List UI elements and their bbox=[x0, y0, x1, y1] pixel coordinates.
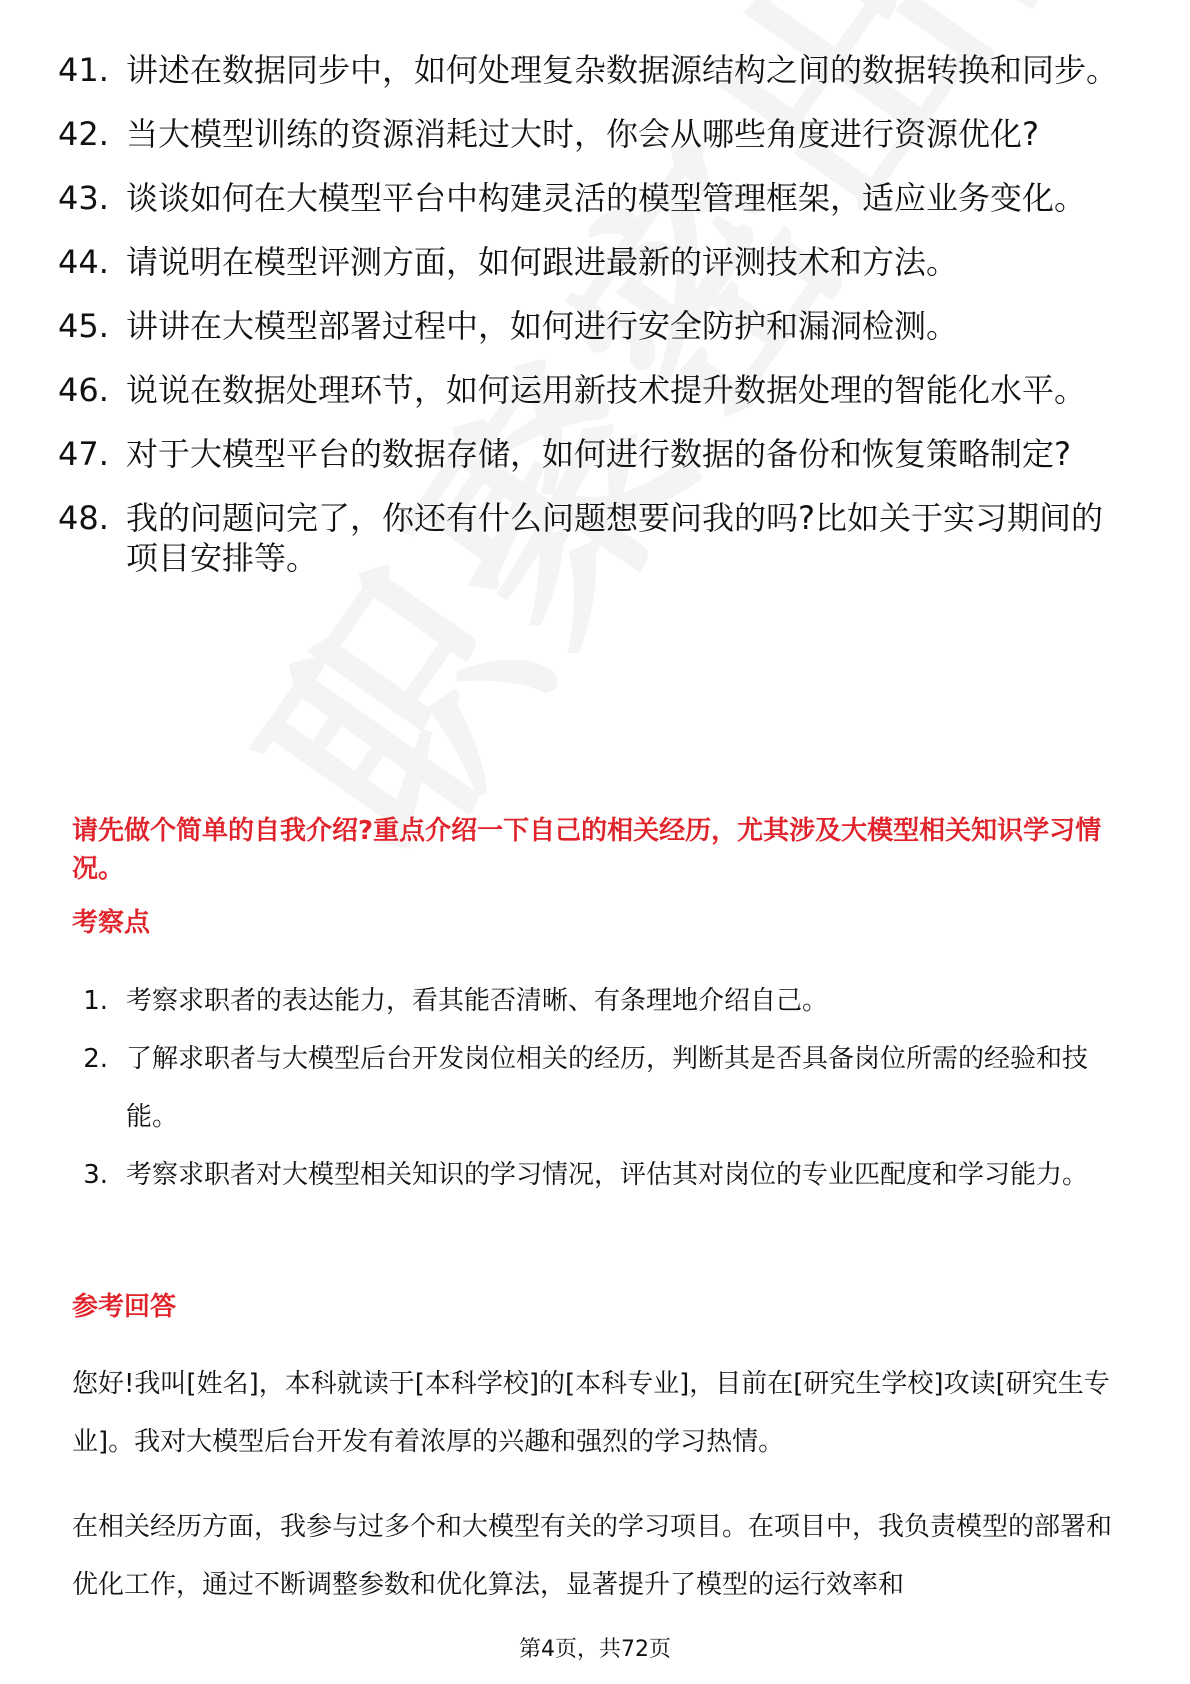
point-text: 考察求职者对大模型相关知识的学习情况，评估其对岗位的专业匹配度和学习能力。 bbox=[126, 1160, 1089, 1190]
question-text: 我的问题问完了，你还有什么问题想要问我的吗?比如关于实习期间的项目安排等。 bbox=[126, 499, 1103, 577]
question-list bbox=[58, 50, 1118, 602]
question-number: 42. bbox=[58, 115, 109, 153]
question-number: 48. bbox=[58, 499, 109, 537]
point-number: 2. bbox=[83, 1044, 108, 1074]
point-item bbox=[72, 1146, 1117, 1204]
question-text: 当大模型训练的资源消耗过大时，你会从哪些角度进行资源优化? bbox=[126, 115, 1039, 153]
section-heading: 请先做个简单的自我介绍?重点介绍一下自己的相关经历，尤其涉及大模型相关知识学习情况。 bbox=[72, 816, 1102, 884]
answer-paragraph: 您好!我叫[姓名]，本科就读于[本科学校]的[本科专业]，目前在[研究生学校]攻读[研究生专业]。我对大模型后台开发有着浓厚的兴趣和强烈的学习热情。 bbox=[72, 1369, 1110, 1457]
point-number: 3. bbox=[83, 1160, 108, 1190]
point-number: 1. bbox=[83, 986, 108, 1016]
question-number: 43. bbox=[58, 179, 109, 217]
question-item bbox=[58, 50, 1118, 90]
page-footer: 第4页，共72页 bbox=[519, 1637, 671, 1662]
question-item bbox=[58, 498, 1118, 578]
point-text: 考察求职者的表达能力，看其能否清晰、有条理地介绍自己。 bbox=[126, 986, 829, 1016]
question-item bbox=[58, 242, 1118, 282]
question-number: 47. bbox=[58, 435, 109, 473]
question-number: 46. bbox=[58, 371, 109, 409]
question-text: 讲讲在大模型部署过程中，如何进行安全防护和漏洞检测。 bbox=[126, 307, 959, 345]
question-text: 请说明在模型评测方面，如何跟进最新的评测技术和方法。 bbox=[126, 243, 959, 281]
answer-paragraph: 在相关经历方面，我参与过多个和大模型有关的学习项目。在项目中，我负责模型的部署和优化工作，通过不断调整参数和优化算法，显著提升了模型的运行效率和 bbox=[72, 1512, 1113, 1600]
answer-title: 参考回答 bbox=[72, 1292, 177, 1322]
question-text: 谈谈如何在大模型平台中构建灵活的模型管理框架，适应业务变化。 bbox=[126, 179, 1087, 217]
question-text: 讲述在数据同步中，如何处理复杂数据源结构之间的数据转换和同步。 bbox=[126, 51, 1119, 89]
point-text: 了解求职者与大模型后台开发岗位相关的经历，判断其是否具备岗位所需的经验和技能。 bbox=[126, 1044, 1089, 1132]
points-title: 考察点 bbox=[72, 908, 151, 938]
question-item bbox=[58, 370, 1118, 410]
question-item bbox=[58, 434, 1118, 474]
point-item bbox=[72, 1030, 1117, 1146]
question-item bbox=[58, 114, 1118, 154]
question-text: 说说在数据处理环节，如何运用新技术提升数据处理的智能化水平。 bbox=[126, 371, 1087, 409]
question-text: 对于大模型平台的数据存储，如何进行数据的备份和恢复策略制定? bbox=[126, 435, 1071, 473]
question-item bbox=[58, 306, 1118, 346]
point-item bbox=[72, 972, 1117, 1030]
question-item bbox=[58, 178, 1118, 218]
question-number: 41. bbox=[58, 51, 109, 89]
points-list bbox=[72, 972, 1117, 1204]
question-number: 44. bbox=[58, 243, 109, 281]
question-number: 45. bbox=[58, 307, 109, 345]
